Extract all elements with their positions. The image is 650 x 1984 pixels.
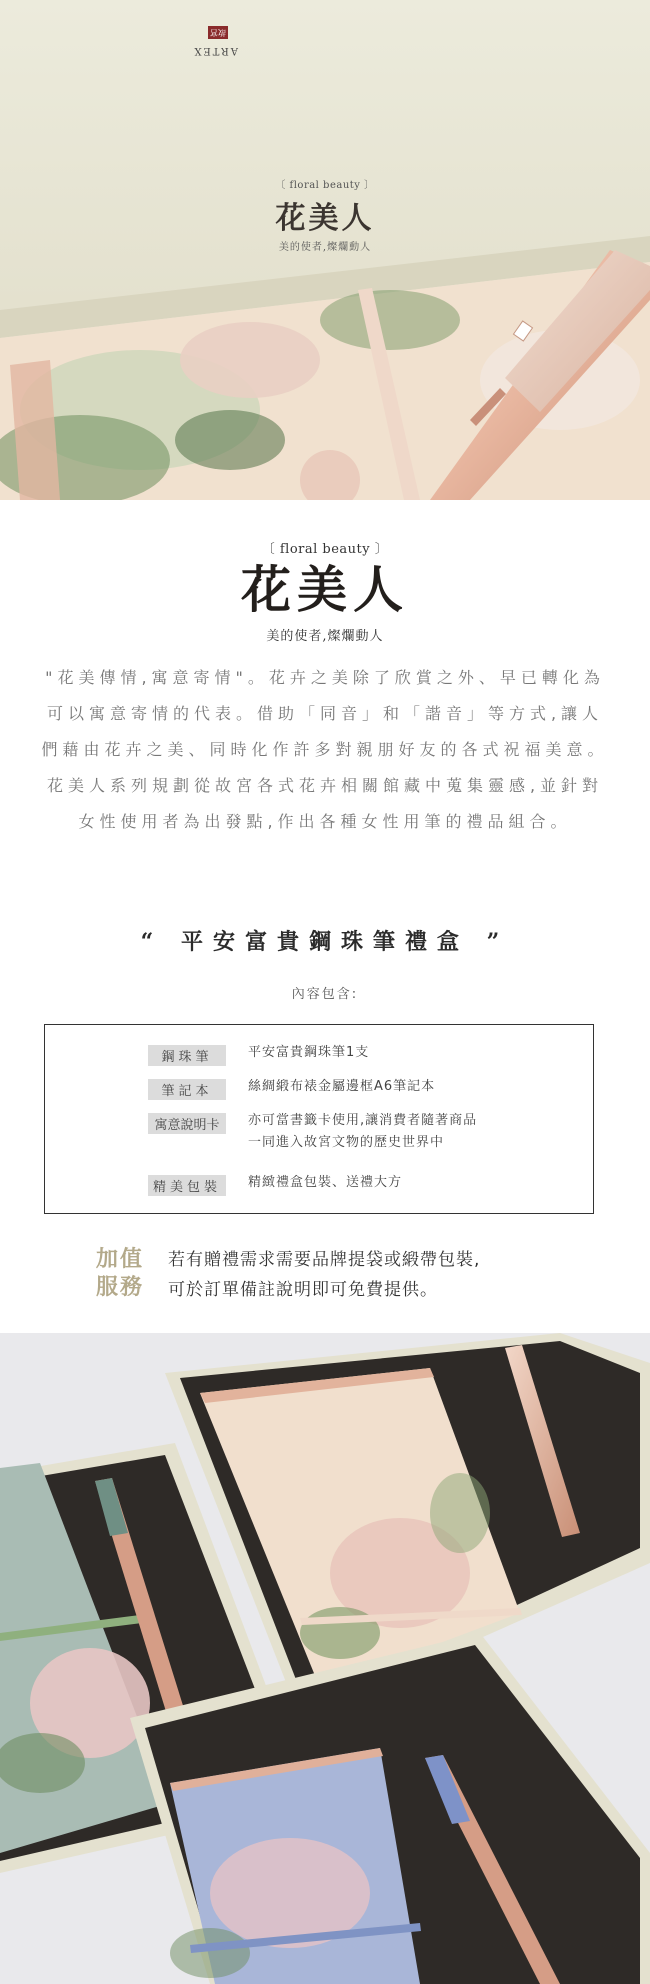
service-badge-line2: 服務 bbox=[96, 1274, 145, 1300]
contents-table bbox=[44, 1024, 594, 1214]
hero-brand-lockup bbox=[0, 176, 650, 253]
description-paragraph-2: 花美人系列規劃從故宮各式花卉相關館藏中蒐集靈感,並針對女性使用者為出發點,作出各種女性用筆的禮品組合。 bbox=[46, 776, 604, 831]
intro-brand-lockup bbox=[0, 500, 650, 644]
hero-brand-chinese: 花美人 bbox=[275, 201, 375, 236]
hero-brand-english: 〔 floral beauty 〕 bbox=[275, 180, 375, 191]
description-paragraph-1: "花美傳情,寓意寄情"。花卉之美除了欣賞之外、早已轉化為可以寓意寄情的代表。借助「同音」和「諧音」等方式,讓人們藉由花卉之美、同時化作許多對親朋好友的各式祝福美意。 bbox=[41, 668, 609, 759]
contents-row bbox=[148, 1175, 402, 1196]
box-brand-mark bbox=[192, 26, 238, 56]
intro-brand-chinese: 花美人 bbox=[241, 560, 409, 619]
contents-item-value-multiline bbox=[248, 1110, 477, 1154]
product-photo bbox=[0, 1333, 650, 1984]
box-seal: 故宮 bbox=[210, 28, 226, 37]
service-badge bbox=[96, 1245, 156, 1301]
service-text-line1: 若有贈禮需求需要品牌提袋或緞帶包裝, bbox=[168, 1250, 481, 1270]
hero-tagline: 美的使者,燦爛動人 bbox=[278, 242, 372, 253]
contents-row bbox=[148, 1045, 369, 1066]
gift-sets-illustration bbox=[0, 1333, 650, 1984]
contents-item-value-line2: 一同進入故宮文物的歷史世界中 bbox=[248, 1135, 445, 1150]
service-text-line2: 可於訂單備註說明即可免費提供。 bbox=[168, 1280, 438, 1300]
contents-label: 內容包含: bbox=[291, 987, 359, 1002]
contents-row bbox=[148, 1113, 477, 1154]
contents-item-value: 平安富貴鋼珠筆1支 bbox=[248, 1045, 370, 1060]
service-text bbox=[168, 1245, 480, 1305]
contents-item-value: 亦可當書籤卡使用,讓消費者隨著商品 bbox=[248, 1113, 478, 1128]
service-badge-line1: 加值 bbox=[96, 1246, 145, 1272]
hero-image bbox=[0, 0, 650, 500]
contents-item-value: 精緻禮盒包裝、送禮大方 bbox=[248, 1175, 403, 1190]
contents-item-label: 筆記本 bbox=[148, 1079, 226, 1100]
contents-row bbox=[148, 1079, 435, 1100]
contents-item-value: 絲綢緞布裱金屬邊框A6筆記本 bbox=[248, 1079, 436, 1094]
box-logo: ARTEX bbox=[192, 45, 238, 56]
contents-item-label: 精美包裝 bbox=[148, 1175, 226, 1196]
contents-item-label: 寓意說明卡 bbox=[148, 1113, 226, 1134]
intro-brand-english: 〔 floral beauty 〕 bbox=[261, 542, 389, 557]
brand-description bbox=[40, 660, 610, 840]
gift-box-title: “ 平安富貴鋼珠筆禮盒 ” bbox=[140, 929, 510, 955]
contents-item-label: 鋼珠筆 bbox=[148, 1045, 226, 1066]
intro-tagline: 美的使者,燦爛動人 bbox=[266, 629, 384, 644]
